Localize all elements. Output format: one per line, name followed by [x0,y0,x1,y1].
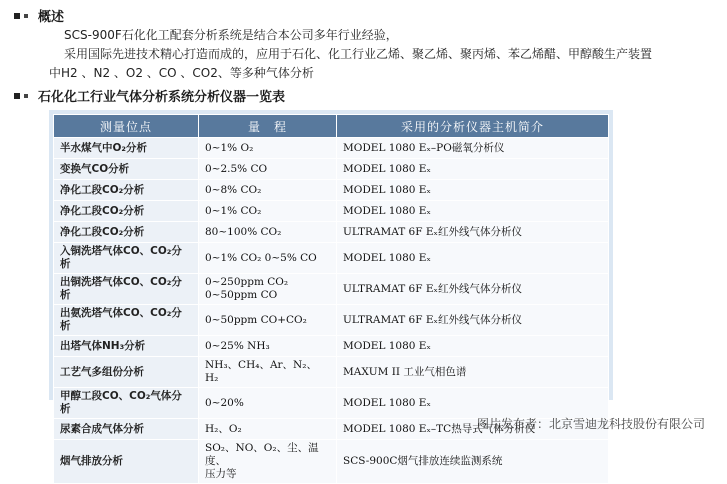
cell-instrument: MODEL 1080 Eₓ [337,180,609,201]
cell-location: 净化工段CO₂分析 [54,180,199,201]
cell-location: 甲醇工段CO、CO₂气体分析 [54,388,199,419]
cell-instrument: SCS-900C烟气排放连续监测系统 [337,440,609,484]
cell-range: SO₂、NO、O₂、尘、温度、 压力等 [199,440,337,484]
small-square-bullet-icon [24,14,28,18]
image-credit: 图片发布者：北京雪迪龙科技股份有限公司 [476,417,705,431]
overview-title: 概述 [38,10,65,25]
cell-instrument: MODEL 1080 Eₓ [337,243,609,274]
table-row [54,274,609,305]
cell-location: 出塔气体NH₃分析 [54,336,199,357]
table-row [54,201,609,222]
cell-range: 0~8% CO₂ [199,180,337,201]
cell-range: NH₃、CH₄、Ar、N₂、H₂ [199,357,337,388]
cell-instrument: MODEL 1080 Eₓ–PO磁氧分析仪 [337,138,609,159]
cell-location: 半水煤气中O₂分析 [54,138,199,159]
cell-location: 净化工段CO₂分析 [54,222,199,243]
cell-instrument: MODEL 1080 Eₓ [337,201,609,222]
table-row [54,305,609,336]
cell-location: 出铜洗塔气体CO、CO₂分析 [54,274,199,305]
table-row [54,336,609,357]
square-bullet-icon [14,93,20,99]
small-square-bullet-icon [24,94,28,98]
cell-instrument: ULTRAMAT 6F Eₓ红外线气体分析仪 [337,305,609,336]
cell-instrument: MAXUM II 工业气相色谱 [337,357,609,388]
cell-range: 0~1% CO₂ 0~5% CO [199,243,337,274]
table-row [54,138,609,159]
cell-location: 净化工段CO₂分析 [54,201,199,222]
cell-instrument: MODEL 1080 Eₓ [337,159,609,180]
cell-instrument: ULTRAMAT 6F Eₓ红外线气体分析仪 [337,222,609,243]
table-row [54,222,609,243]
cell-range: 0~50ppm CO+CO₂ [199,305,337,336]
table-row [54,357,609,388]
table-header-row [54,115,609,138]
cell-location: 入铜洗塔气体CO、CO₂分析 [54,243,199,274]
cell-range: 80~100% CO₂ [199,222,337,243]
cell-range: 0~250ppm CO₂ 0~50ppm CO [199,274,337,305]
overview-heading [14,6,64,25]
cell-range: 0~1% O₂ [199,138,337,159]
column-header-location: 测量位点 [54,115,199,138]
column-header-range: 量 程 [199,115,337,138]
cell-range: H₂、O₂ [199,419,337,440]
table-section-title: 石化化工行业气体分析系统分析仪器一览表 [38,90,286,105]
cell-instrument: MODEL 1080 Eₓ [337,388,609,419]
column-header-instrument: 采用的分析仪器主机简介 [337,115,609,138]
overview-line-3: 中H2 、N2 、O2 、CO 、CO2、等多种气体分析 [49,66,314,80]
table-row [54,243,609,274]
cell-location: 尿素合成气体分析 [54,419,199,440]
cell-location: 出氨洗塔气体CO、CO₂分析 [54,305,199,336]
table-row [54,180,609,201]
overview-line-2: 采用国际先进技术精心打造而成的，应用于石化、化工行业乙烯、聚乙烯、聚丙烯、苯乙烯醋、甲醇酸生产装置 [64,47,653,61]
table-row [54,159,609,180]
table-row [54,440,609,484]
cell-location: 工艺气多组份分析 [54,357,199,388]
cell-instrument: ULTRAMAT 6F Eₓ红外线气体分析仪 [337,274,609,305]
square-bullet-icon [14,13,20,19]
table-row [54,388,609,419]
overview-line-1: SCS-900F石化化工配套分析系统是结合本公司多年行业经验， [64,28,398,42]
cell-range: 0~25% NH₃ [199,336,337,357]
cell-range: 0~1% CO₂ [199,201,337,222]
cell-location: 变换气CO分析 [54,159,199,180]
cell-range: 0~20% [199,388,337,419]
cell-instrument: MODEL 1080 Eₓ–TC热导式气体分析仪 [337,419,609,440]
cell-instrument: MODEL 1080 Eₓ [337,336,609,357]
cell-location: 烟气排放分析 [54,440,199,484]
cell-range: 0~2.5% CO [199,159,337,180]
table-section-heading [14,86,285,105]
